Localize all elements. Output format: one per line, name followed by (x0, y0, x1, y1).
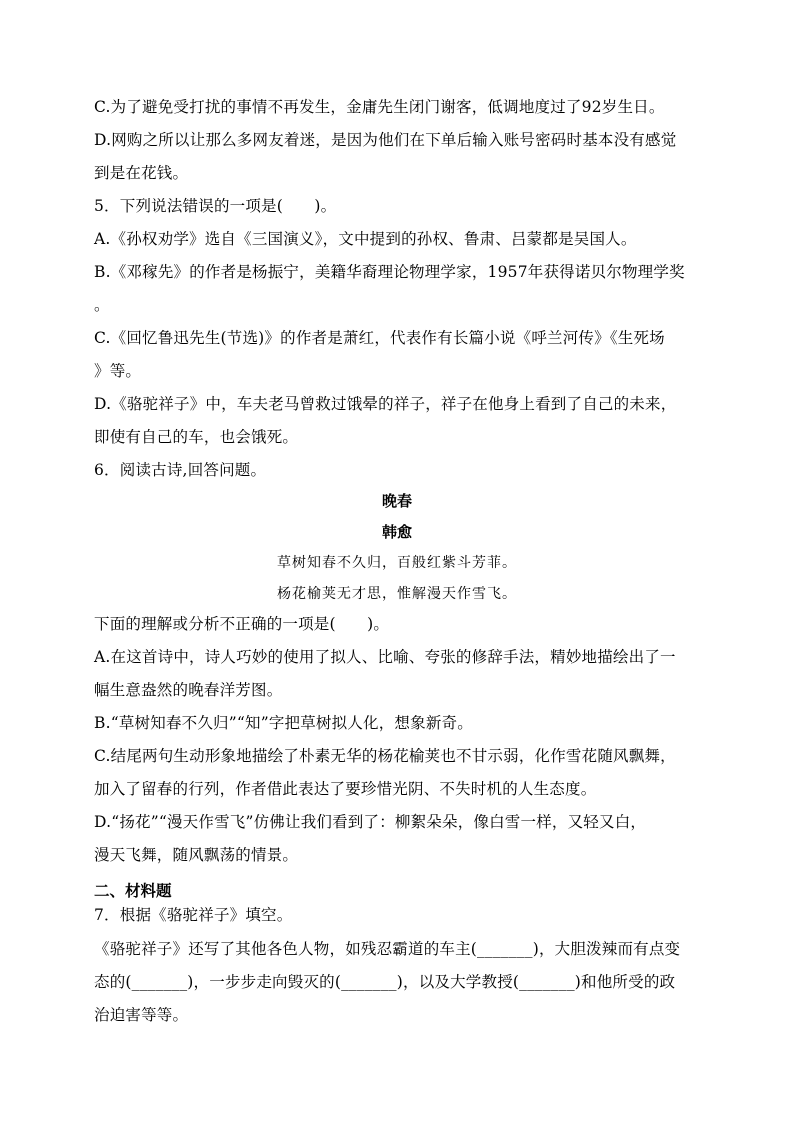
question-6: 6．阅读古诗,回答问题。 (94, 461, 267, 479)
question-7-text-1: 《骆驼祥子》还写了其他各色人物，如残忍霸道的车主(_______)，大胆泼辣而有点变 (94, 940, 681, 958)
poem-author: 韩愈 (381, 523, 412, 541)
question-6-prompt: 下面的理解或分析不正确的一项是( )。 (94, 615, 390, 633)
option-c-q4: C.为了避免受打扰的事情不再发生，金庸先生闭门谢客，低调地度过了92岁生日。 (94, 98, 665, 116)
poem-line-1: 草树知春不久归，百般红紫斗芳菲。 (277, 555, 517, 571)
poem-title: 晚春 (381, 492, 412, 510)
option-a-q5: A.《孙权劝学》选自《三国演义》，文中提到的孙权、鲁肃、吕蒙都是吴国人。 (94, 230, 637, 248)
question-5: 5．下列说法错误的一项是( )。 (94, 197, 337, 215)
option-b-q5-cont: 。 (94, 296, 110, 314)
option-c-q5-cont: 》等。 (94, 362, 142, 380)
section-heading: 二、材料题 (94, 881, 172, 900)
option-d-q4-cont: 到是在花钱。 (94, 164, 189, 182)
question-7: 7．根据《骆驼祥子》填空。 (94, 906, 293, 924)
option-d-q4: D.网购之所以让那么多网友着迷，是因为他们在下单后输入账号密码时基本没有感觉 (94, 131, 677, 149)
option-a-q6-cont: 幅生意盎然的晚春洋芳图。 (94, 681, 283, 699)
option-d-q6: D.“扬花”“漫天作雪飞”仿佛让我们看到了：柳絮朵朵，像白雪一样，又轻又白， (94, 813, 647, 831)
question-7-text-3: 治迫害等等。 (94, 1006, 189, 1024)
option-d-q5-cont: 即使有自己的车，也会饿死。 (94, 428, 299, 446)
option-c-q6-cont: 加入了留春的行列，作者借此表达了要珍惜光阴、不失时机的人生态度。 (94, 780, 597, 798)
option-c-q6: C.结尾两句生动形象地描绘了朴素无华的杨花榆荚也不甘示弱，化作雪花随风飘舞， (94, 747, 676, 765)
option-d-q5: D.《骆驼祥子》中，车夫老马曾救过饿晕的祥子，祥子在他身上看到了自己的未来， (94, 395, 677, 413)
option-b-q6: B.“草树知春不久归”“知”字把草树拟人化，想象新奇。 (94, 714, 473, 732)
option-d-q6-cont: 漫天飞舞，随风飘荡的情景。 (94, 846, 299, 864)
question-7-text-2: 态的(_______)，一步步走向毁灭的(_______)，以及大学教授(_______)和他所受的政 (94, 973, 676, 991)
poem-line-2: 杨花榆荚无才思，惟解漫天作雪飞。 (277, 586, 517, 602)
option-c-q5: C.《回忆鲁迅先生(节选)》的作者是萧红，代表作有长篇小说《呼兰河传》《生死场 (94, 329, 665, 347)
option-b-q5: B.《邓稼先》的作者是杨振宁，美籍华裔理论物理学家，1957年获得诺贝尔物理学奖 (94, 263, 685, 281)
option-a-q6: A.在这首诗中，诗人巧妙的使用了拟人、比喻、夸张的修辞手法，精妙地描绘出了一 (94, 648, 676, 666)
